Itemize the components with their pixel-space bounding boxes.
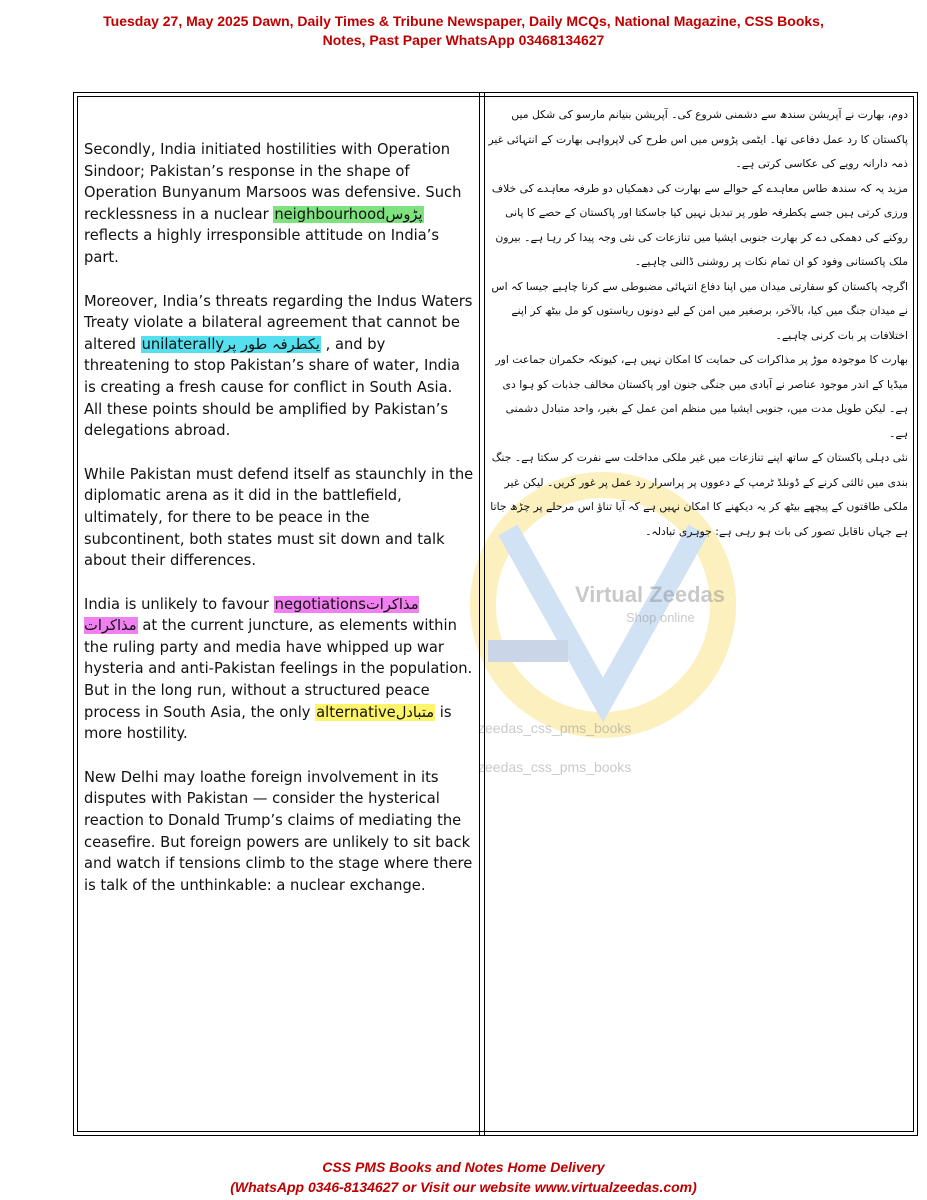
header-line-1: Tuesday 27, May 2025 Dawn, Daily Times & Tribune Newspaper, Daily MCQs, National Magazine, CSS Books, [103, 13, 824, 29]
content-table [73, 92, 918, 1136]
english-paragraph-2: Moreover, India’s threats regarding the Indus Waters Treaty violate a bilateral agreement that cannot be altered unilaterallyیکطرفہ طور پر , and by threatening to stop Pakistan’s share of water, India is creating a fresh cause for conflict in South Asia. All these points should be amplified by Pakistan’s delegations abroad. [84, 292, 473, 440]
highlight-unilaterally: unilaterallyیکطرفہ طور پر [141, 335, 320, 353]
english-paragraph-5: New Delhi may loathe foreign involvement in its disputes with Pakistan — consider the hysterical reaction to Donald Trump’s claims of mediating the ceasefire. But foreign powers are unlikely to sit back and watch if tensions climb to the stage where there is talk of the unthinkable: a nuclear exchange. [84, 768, 473, 894]
urdu-paragraph-4: بھارت کا موجودہ موڑ پر مذاکرات کی حمایت کا امکان نہیں ہے، کیونکہ حکمران جماعت اور میڈیا کے اندر موجود عناصر نے آبادی میں جنگی جنون اور پاکستان مخالف جذبات کو ہوا دی ہے۔ لیکن طویل مدت میں، جنوبی ایشیا میں منظم امن عمل کے بغیر، واحد متبادل دشمنی ہے۔ [495, 353, 908, 440]
highlight-neighbourhood: neighbourhoodپڑوس [274, 205, 423, 223]
footer-line-2: (WhatsApp 0346-8134627 or Visit our website www.virtualzeedas.com) [230, 1179, 697, 1195]
urdu-column [488, 103, 908, 544]
column-divider [479, 93, 485, 1135]
urdu-paragraph-1: دوم، بھارت نے آپریشن سندھ سے دشمنی شروع کی۔ آپریشن بنیانم مارسو کی شکل میں پاکستان کا رد عمل دفاعی تھا۔ ایٹمی پڑوس میں اس طرح کی لاپرواہی بھارت کے انتہائی غیر ذمہ دارانہ رویے کی عکاسی کرتی ہے۔ [488, 108, 908, 170]
urdu-paragraph-2: مزید یہ کہ سندھ طاس معاہدے کے حوالے سے بھارت کی دھمکیاں دو طرفہ معاہدے کی خلاف ورزی کرتی ہیں جسے یکطرفہ طور پر تبدیل نہیں کیا جاسکتا اور پاکستان کے حصے کا پانی روکنے کی دھمکی دے کر بھارت جنوبی ایشیا میں تنازعات کی نئی وجہ پیدا کر رہا ہے۔ بیرون ملک پاکستانی وفود کو ان تمام نکات پر روشنی ڈالنی چاہیے۔ [491, 181, 908, 268]
urdu-paragraph-5: نئی دہلی پاکستان کے ساتھ اپنے تنازعات میں غیر ملکی مداخلت سے نفرت کر سکتا ہے۔ جنگ بندی میں ثالثی کرنے کے ڈونلڈ ٹرمپ کے دعووں پر پراسرار رد عمل پر غور کریں۔ لیکن غیر ملکی طاقتوں کے پیچھے بیٹھ کر یہ دیکھنے کا امکان نہیں ہے کہ آیا تناؤ اس مرحلے پر چڑھ جاتا ہے جہاں ناقابل تصور کی بات ہو رہی ہے: جوہری تبادلہ۔ [490, 451, 908, 538]
watermark-handle: zeedas_css_pms_books [478, 720, 632, 736]
urdu-paragraph-3: اگرچہ پاکستان کو سفارتی میدان میں اپنا دفاع انتہائی مضبوطی سے کرنا چاہیے جیسا کہ اس نے میدان جنگ میں کیا، بالآخر، برصغیر میں امن کے لیے دونوں ریاستوں کو مل بیٹھ کر اپنے اختلافات پر بات کرنی چاہیے۔ [491, 279, 908, 342]
page-header [40, 12, 887, 50]
highlight-negotiations: negotiationsمذاکرات مذاکرات [84, 595, 419, 635]
highlight-alternative: alternativeمتبادل [316, 703, 435, 721]
english-paragraph-1: Secondly, India initiated hostilities with Operation Sindoor; Pakistan’s response in the shape of Operation Bunyanum Marsoos was defensive. Such recklessness in a nuclear neighbourhoodپڑوس reflects a highly irresponsible attitude on India’s part. [84, 141, 462, 266]
page-footer [40, 1157, 887, 1197]
english-column [84, 139, 474, 918]
footer-line-1: CSS PMS Books and Notes Home Delivery [322, 1159, 605, 1175]
watermark-brand: Virtual Zeedas [575, 582, 725, 607]
watermark-handle: zeedas_css_pms_books [478, 759, 632, 775]
english-paragraph-4: India is unlikely to favour negotiationsمذاکرات مذاکرات at the current juncture, as elements within the ruling party and media have whipped up war hysteria and anti-Pakistan feelings in the population. But in the long run, without a structured peace process in South Asia, the only alternativeمتبادل is more hostility. [84, 595, 473, 743]
header-line-2: Notes, Past Paper WhatsApp 03468134627 [322, 32, 605, 48]
watermark-tagline: Shop online [626, 610, 695, 625]
english-paragraph-3: While Pakistan must defend itself as staunchly in the diplomatic arena as it did in the battlefield, ultimately, for there to be peace in the subcontinent, both states must sit down and talk about their differences. [84, 465, 474, 570]
